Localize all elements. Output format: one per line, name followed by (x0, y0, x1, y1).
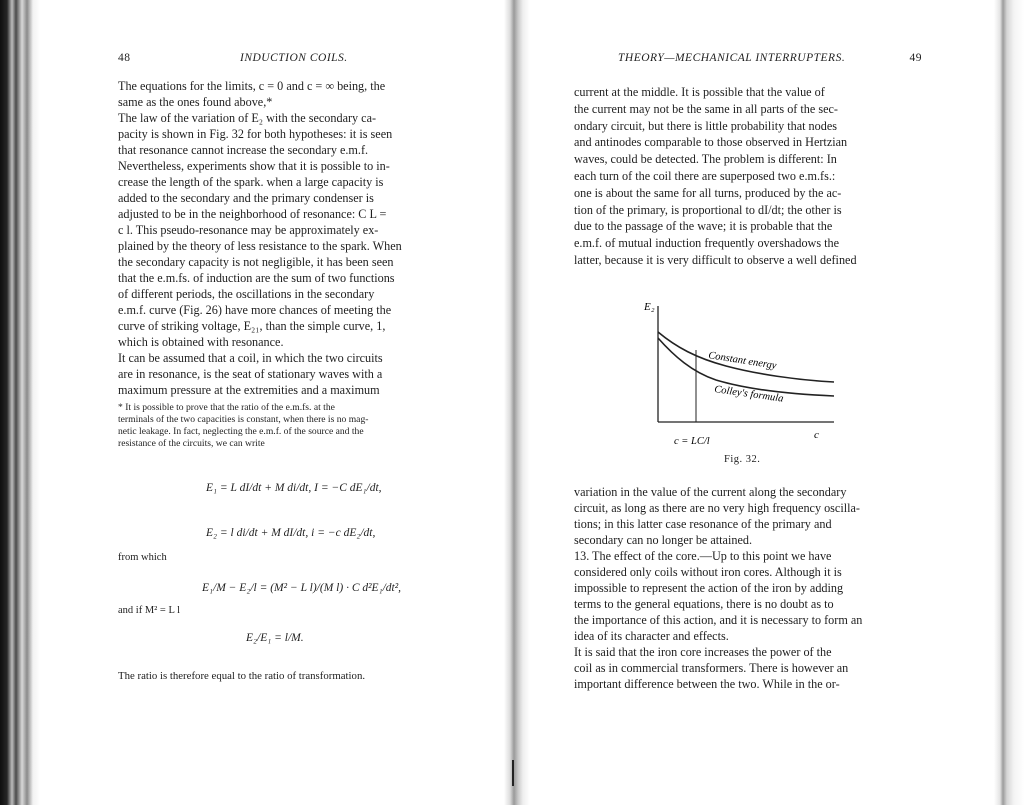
left-page (118, 0, 476, 805)
footnote-line: resistance of the circuits, we can write (118, 438, 265, 449)
text-line: are in resonance, is the seat of stationary waves with a (118, 367, 383, 381)
figure-32-graph (636, 292, 836, 462)
text-line: c l. This pseudo-resonance may be approximately ex- (118, 223, 379, 237)
figure-caption: Fig. 32. (724, 454, 761, 465)
footnote-line: * It is possible to prove that the ratio of the e.m.fs. at the (118, 402, 335, 413)
right-page-number: 49 (909, 52, 922, 64)
colleys-formula-label: Colley's formula (713, 384, 785, 405)
right-running-title: THEORY—MECHANICAL INTERRUPTERS. (618, 52, 846, 64)
text-line: It can be assumed that a coil, in which the two circuits (118, 351, 383, 365)
y-axis-label: E₂ (644, 301, 655, 313)
text-line: important difference between the two. While in the or- (574, 677, 840, 691)
text-line: crease the length of the spark. when a large capacity is (118, 175, 384, 189)
text-line: coil as in commercial transformers. There is however an (574, 661, 849, 675)
book-gutter (504, 0, 530, 805)
constant-energy-label: Constant energy (707, 350, 778, 372)
text-line: The law of the variation of E₂ with the secondary ca- (118, 111, 377, 125)
text-line: circuit, as long as there are no very high frequency oscilla- (574, 501, 860, 515)
figure-32 (636, 292, 836, 462)
left-running-title: INDUCTION COILS. (240, 52, 348, 64)
footnote-line: netic leakage. In fact, neglecting the e.m.f. of the source and the (118, 426, 364, 437)
gutter-mark (512, 760, 514, 786)
text-line: adjusted to be in the neighborhood of resonance: C L = (118, 207, 387, 221)
text-line: tions; in this latter case resonance of the primary and (574, 517, 832, 531)
text-line: same as the ones found above,* (118, 95, 273, 109)
and-if-label: and if M² = L l (118, 605, 181, 616)
x-axis-label: c (814, 429, 819, 441)
text-line: that the e.m.fs. of induction are the sum of two functions (118, 271, 395, 285)
text-line: considered only coils without iron cores. Although it is (574, 565, 842, 579)
left-page-number: 48 (118, 52, 131, 64)
text-line: latter, because it is very difficult to observe a well defined (574, 253, 857, 267)
footnote-line: terminals of the two capacities is constant, when there is no mag- (118, 414, 369, 425)
text-line: impossible to represent the action of the iron by adding (574, 581, 844, 595)
text-line: terms to the general equations, there is no doubt as to (574, 597, 834, 611)
right-page (574, 0, 922, 805)
resonance-marker-label: c = LC/l (674, 436, 710, 447)
text-line: the secondary capacity is not negligible, it has been seen (118, 255, 394, 269)
text-line: pacity is shown in Fig. 32 for both hypotheses: it is seen (118, 127, 393, 141)
equation-3: E₁/M − E₂/l = (M² − L l)/(M l) · C d²E₁/dt², (202, 582, 402, 594)
equation-4: E₂/E₁ = l/M. (246, 632, 304, 644)
text-line: one is about the same for all turns, produced by the ac- (574, 185, 842, 200)
text-line: the current may not be the same in all parts of the sec- (574, 101, 838, 116)
text-line: variation in the value of the current along the secondary (574, 485, 847, 499)
text-line: e.m.f. curve (Fig. 26) have more chances of meeting the (118, 303, 392, 317)
text-line: The equations for the limits, c = 0 and c = ∞ being, the (118, 79, 386, 93)
text-line: e.m.f. of mutual induction frequently overshadows the (574, 236, 840, 251)
from-which-label: from which (118, 552, 167, 563)
equation-1: E₁ = L dI/dt + M di/dt, I = −C dE₁/dt, (206, 482, 382, 494)
text-line: tion of the primary, is proportional to dI/dt; the other is (574, 202, 842, 217)
text-line: due to the passage of the wave; it is probable that the (574, 219, 833, 234)
left-running-head (118, 52, 476, 68)
text-line: plained by the theory of less resistance to the spark. When (118, 239, 402, 253)
text-line: secondary can no longer be attained. (574, 533, 752, 547)
text-line: and antinodes comparable to those observed in Hertzian (574, 135, 848, 150)
text-line: Nevertheless, experiments show that it is possible to in- (118, 159, 390, 173)
text-line: of different periods, the oscillations in the secondary (118, 287, 375, 301)
text-line: ondary circuit, but there is little probability that nodes (574, 118, 837, 133)
text-line: idea of its character and effects. (574, 629, 729, 643)
right-running-head (574, 52, 922, 68)
text-line: It is said that the iron core increases the power of the (574, 645, 832, 659)
ratio-closing-line: The ratio is therefore equal to the ratio of transformation. (118, 670, 366, 682)
left-scan-edge (0, 0, 40, 805)
right-scan-edge (994, 0, 1024, 805)
text-line: that resonance cannot increase the secondary e.m.f. (118, 143, 369, 157)
text-line: current at the middle. It is possible that the value of (574, 85, 825, 99)
text-line: 13. The effect of the core.—Up to this point we have (574, 549, 832, 563)
text-line: the importance of this action, and it is necessary to form an (574, 613, 863, 627)
text-line: waves, could be detected. The problem is different: In (574, 152, 837, 167)
text-line: each turn of the coil there are superposed two e.m.fs.: (574, 169, 836, 183)
text-line: added to the secondary and the primary condenser is (118, 191, 374, 205)
equation-2: E₂ = l di/dt + M dI/dt, i = −c dE₂/dt, (206, 527, 376, 539)
text-line: maximum pressure at the extremities and a maximum (118, 383, 380, 397)
text-line: which is obtained with resonance. (118, 335, 284, 349)
text-line: curve of striking voltage, E₂₁, than the simple curve, 1, (118, 319, 386, 333)
